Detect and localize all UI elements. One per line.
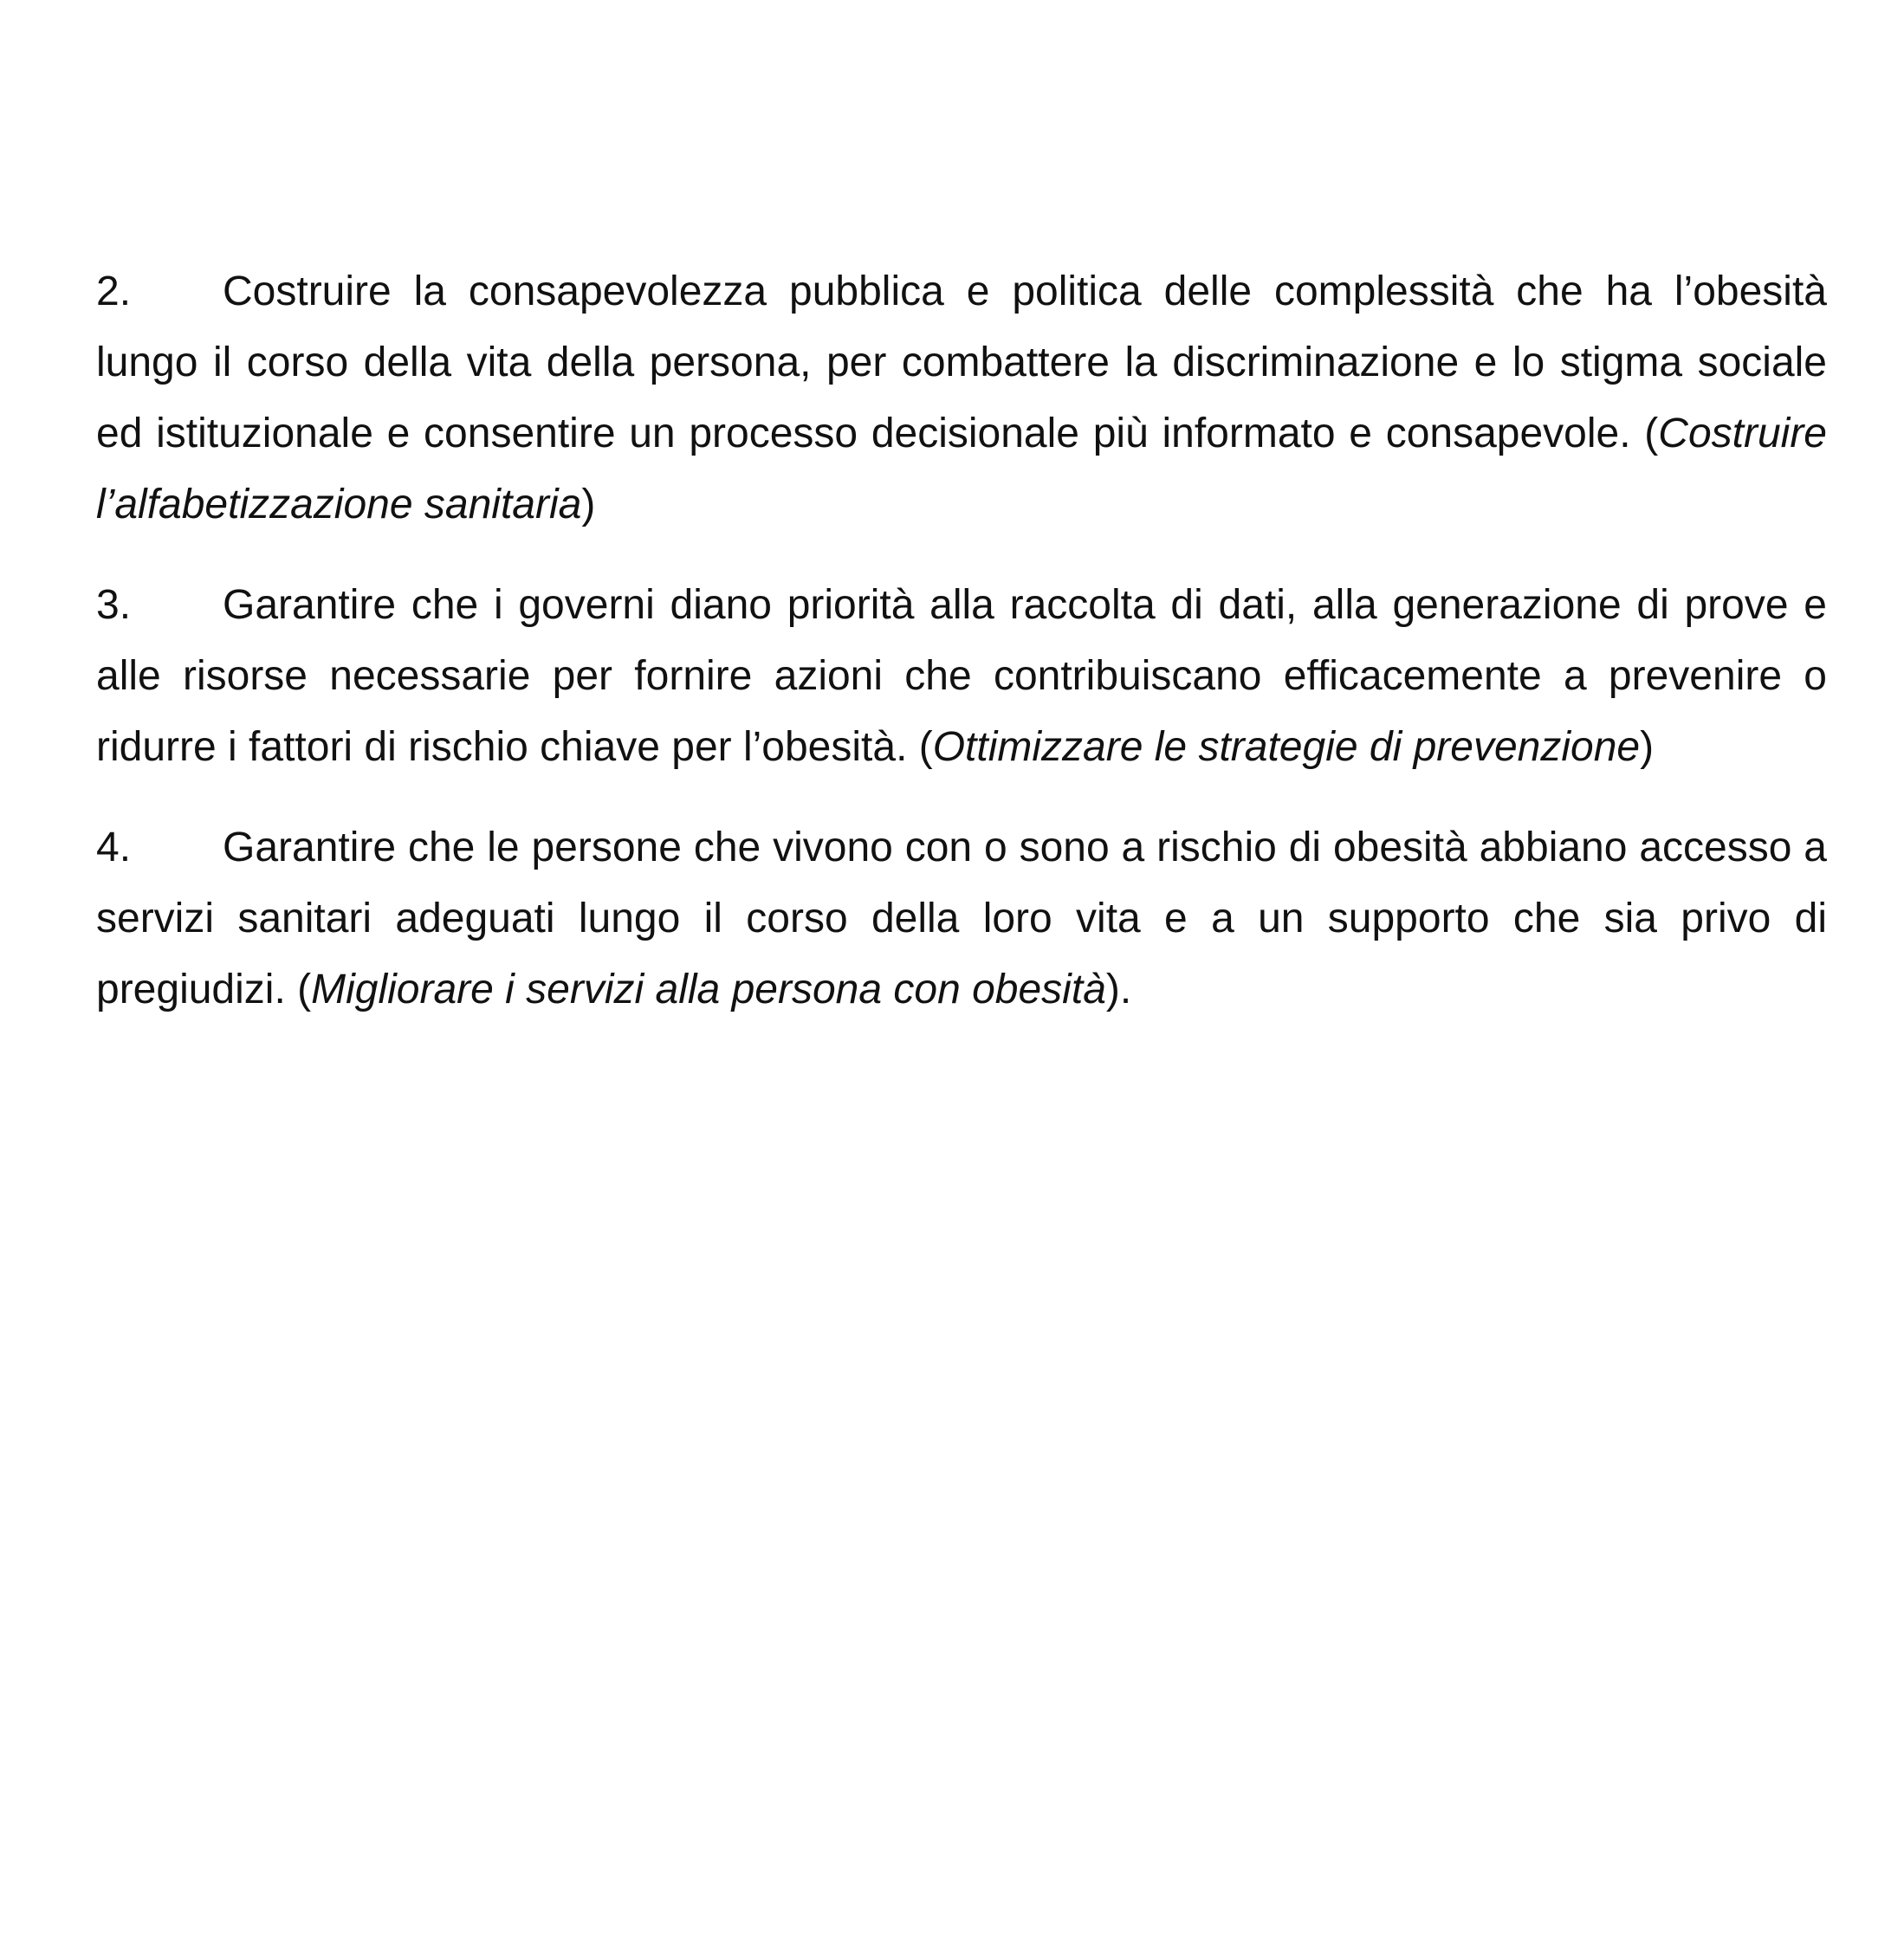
- item-suffix: ): [1640, 724, 1655, 770]
- item-text: Costruire la consapevolezza pubblica e politica delle complessità che ha l’obesità lungo il corso della vita della persona, per combattere la discriminazione e lo stigma sociale ed istituzionale e consentire un processo decisionale più informato e consapevole. (: [96, 268, 1827, 456]
- item-number: 4.: [96, 825, 132, 870]
- list-item: [96, 812, 1827, 1025]
- item-text: Garantire che i governi diano priorità alla raccolta di dati, alla generazione di prove e alle risorse necessarie per fornire azioni che contribuiscano efficacemente a prevenire o ridurre i fattori di rischio chiave per l’obesità. (: [96, 582, 1827, 770]
- item-italic-text: Ottimizzare le strategie di prevenzione: [932, 724, 1641, 770]
- item-italic-text: Migliorare i servizi alla persona con obesità: [311, 967, 1106, 1012]
- item-suffix: ).: [1105, 967, 1132, 1012]
- item-suffix: ): [581, 482, 596, 527]
- item-text: Garantire che le persone che vivono con o sono a rischio di obesità abbiano accesso a servizi sanitari adeguati lungo il corso della loro vita e a un supporto che sia privo di pregiudizi. (: [96, 825, 1827, 1012]
- list-item: [96, 570, 1827, 783]
- item-number: 2.: [96, 268, 132, 314]
- document-body: [96, 256, 1827, 1055]
- item-italic-text: Costruire l’alfabetizzazione sanitaria: [96, 411, 1827, 527]
- list-item: [96, 256, 1827, 540]
- item-number: 3.: [96, 582, 132, 628]
